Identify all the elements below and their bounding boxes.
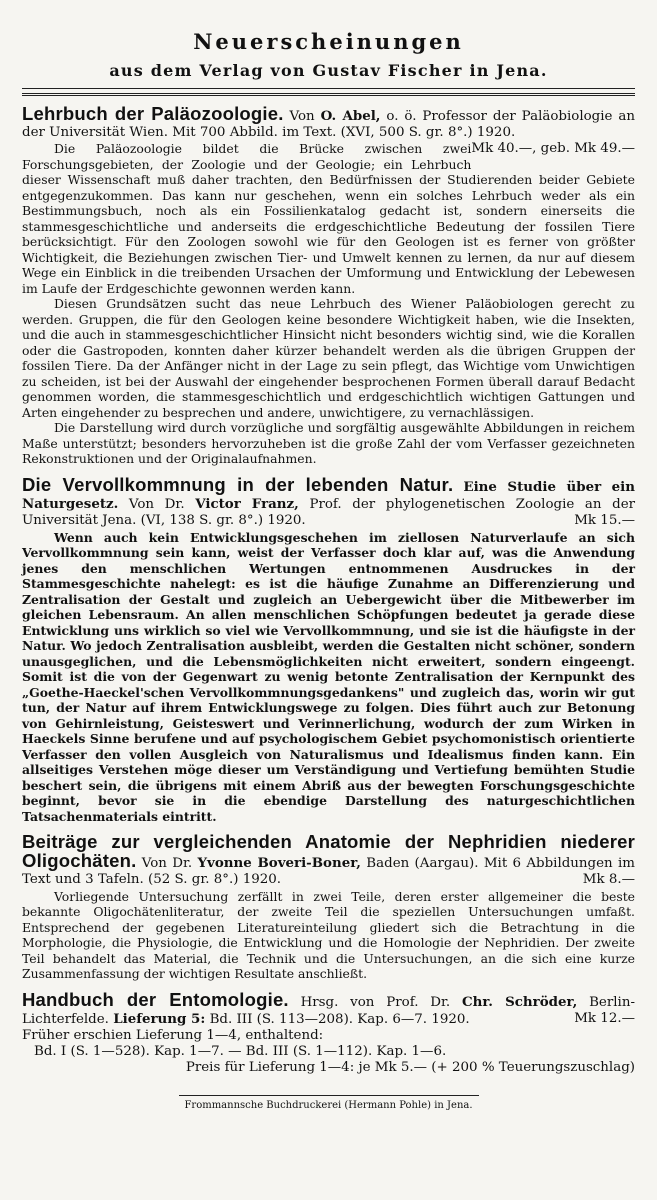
description-paragraph: Vorliegende Untersuchung zerfällt in zwei Teile, deren erster allgemeiner die beste bekannte Oligochätenliteratur, der zweite Teil die speziellen Untersuchungen umfaßt. Entsprechend der gegebenen Literatureinteilung gliedert sich die Betrachtung in die Morphologie, die Physiologie, die Entwicklung und die Homologie der Nephridien. Der zweite Teil behandelt das Material, die Technik und die Untersuchungen, an die sich eine kurze Zusammenfassung der wichtigen Resultate anschließt.	[22, 888, 635, 982]
book-heading	[22, 831, 635, 889]
author-name: Victor Franz,	[195, 496, 299, 513]
book-title: Beiträge zur vergleichenden Anatomie der Nephridien niederer Oligochäten.	[22, 831, 635, 872]
earlier-issues-contents: Bd. I (S. 1—528). Kap. 1—7. — Bd. III (S. 1—112). Kap. 1—6.	[34, 1044, 447, 1060]
author-lead: Von Dr.	[128, 497, 185, 513]
author-lead: Hrsg. von Prof. Dr.	[300, 994, 451, 1010]
book-heading	[22, 473, 636, 530]
description-paragraph: Diesen Grundsätzen sucht das neue Lehrbuch des Wiener Paläobiologen gerecht zu werden. Gruppen, die für den Geologen keine besondere Wichtigkeit haben, wie die Insekten, und die auch in stammesgeschichtlicher Hinsicht nicht besonders wichtig sind, wie die Korallen oder die Gastropoden, konnten daher kürzer behandelt werden als die übrigen Gruppen der fossilen Tiere. Da der Anfänger nicht in der Lage zu sein pflegt, das Wichtige vom Unwichtigen zu scheiden, ist bei der Auswahl der eingehender besprochenen Formen überall darauf Bedacht genommen worden, die stammesgeschichtlich und erdgeschichtlich wichtigen Gattungen und Arten eingehender zu besprechen und andere, unwichtigere, zu vernachlässigen.	[22, 296, 635, 420]
page-subtitle: aus dem Verlag von Gustav Fischer in Jena.	[109, 61, 548, 80]
earlier-issues-line: Früher erschien Lieferung 1—4, enthaltend:	[22, 1028, 324, 1044]
book-entry-nephridien	[22, 831, 635, 982]
author-lead: Von	[289, 109, 315, 124]
header	[22, 0, 635, 96]
description-paragraph: Die Paläozoologie bildet die Brücke zwischen zwei Forschungsgebieten, der Zoologie und der Geologie; ein Lehrbuch dieser Wissenschaft muß daher trachten, den Bedürfnissen der Studierenden beider Gebiete entgegenzukommen. Das kann nur geschehen, wenn ein solches Lehrbuch weder als ein Bestimmungsbuch, noch als ein Fossilienkatalog gedacht ist, sondern einerseits die stammesgeschichtliche und anderseits die erdgeschichtliche Bedeutung der fossilen Tiere berücksichtigt. Für den Zoologen sowohl wie für den Geologen ist es ferner von größter Wichtigkeit, die Beziehungen zwischen Tier- und Umwelt kennen zu lernen, da nur auf diesem Wege ein Einblick in die treibenden Ursachen der Umformung und Entwicklung der Lebewesen im Laufe der Erdgeschichte gewonnen werden kann.	[22, 141, 635, 296]
book-price: Mk 12.—	[574, 1010, 635, 1026]
book-title: Die Vervollkommnung in der lebenden Natur.	[22, 473, 454, 495]
page-title: Neuerscheinungen	[193, 29, 464, 54]
author-name: Yvonne Boveri-Boner,	[197, 855, 361, 872]
earlier-issues-price: Preis für Lieferung 1—4: je Mk 5.— (+ 200 % Teuerungszuschlag)	[185, 1060, 635, 1076]
book-entry-vervollkommnung	[22, 473, 636, 824]
printer-imprint: Frommannsche Buchdruckerei (Hermann Pohle) in Jena.	[184, 1099, 473, 1111]
header-rule	[22, 88, 635, 89]
author-lead: Von Dr.	[141, 856, 193, 872]
book-title: Handbuch der Entomologie.	[22, 988, 289, 1010]
footer-rule	[179, 1095, 479, 1096]
book-price: Mk 15.—	[574, 513, 635, 529]
book-info: o. ö. Professor der Paläobiologie an der Universität Wien. Mit 700 Abbild. im Text. (XVI, 500 S. gr. 8°.) 1920.	[22, 109, 635, 141]
description-paragraph: Wenn auch kein Entwicklungsgeschehen im ziellosen Naturverlaufe an sich Vervollkommnung sein kann, weist der Verfasser doch klar auf, was die Anwendung jenes den menschlichen Wertungen entnommenen Ausdruckes in der Stammesgeschichte nahelegt: es ist die häufige Zunahme an Differenzierung und Zentralisation der Gestalt und zugleich an Uebergewicht über die Mitbewerber im gleichen Lebensraum. An allen menschlichen Schöpfungen bedeutet ja gerade diese Entwicklung uns wirklich so viel wie Vervollkommnung, und sie ist die häufigste in der Natur. Wo jedoch Zentralisation ausbleibt, werden die Gestalten nicht schöner, sondern unausgeglichen, und die Lebensmöglichkeiten nicht erweitert, sondern eingeengt. Somit ist die von der Gegenwart zu wenig betonte Zentralisation der Kernpunkt des „Goethe-Haeckel'schen Vervollkommnungsgedankens" und zugleich das, worin wir gut tun, der Natur auf ihrem Entwicklungswege zu folgen. Dies führt auch zur Betonung von Gehirnleistung, Geisteswert und Verinnerlichung, wodurch der zum Wirken in Haeckels Sinne berufene und auf psychologischem Gebiet psychomonistisch orientierte Verfasser den vollen Ausgleich von Naturalismus und Idealismus finden kann. Ein allseitiges Verstehen möge dieser um Verständigung und Vertiefung bemühten Studie beschert sein, die übrigens mit einem Abriß aus der bewegten Forschungsgeschichte beginnt, bevor sie in die ebendige Darstellung des naturgeschichtlichen Tatsachenmaterials eintritt.	[22, 529, 635, 824]
lieferung-label: Lieferung 5:	[113, 1010, 206, 1027]
book-price: Mk 8.—	[582, 872, 635, 888]
author-name: O. Abel,	[320, 108, 381, 124]
book-info: Baden (Aargau). Mit 6 Abbildungen im Text und 3 Tafeln. (52 S. gr. 8°.) 1920.	[22, 856, 635, 888]
book-title: Lehrbuch der Paläozoologie.	[22, 103, 284, 124]
description-paragraph: Die Darstellung wird durch vorzügliche und sorgfältig ausgewählte Abbildungen in reichem Maße unterstützt; besonders hervorzuheben ist die große Zahl der vom Verfasser gezeichneten Rekonstruktionen und der Originalaufnahmen.	[22, 420, 635, 467]
book-price: Mk 40.—, geb. Mk 49.—	[471, 141, 635, 157]
author-name: Chr. Schröder,	[462, 993, 578, 1010]
book-entry-palaeozoologie	[22, 103, 635, 467]
book-entry-entomologie	[22, 988, 635, 1077]
book-info: Berlin-Lichterfelde.	[22, 994, 635, 1027]
book-info-detail: Bd. III (S. 113—208). Kap. 6—7. 1920.	[209, 1011, 470, 1027]
book-heading	[22, 988, 635, 1028]
book-subtitle: Eine Studie über ein Naturgesetz.	[22, 478, 635, 513]
book-info: Prof. der phylogenetischen Zoologie an der Universität Jena. (VI, 138 S. gr. 8°.) 1920.	[22, 497, 636, 529]
header-double-rule	[22, 93, 635, 96]
book-heading	[22, 103, 635, 157]
